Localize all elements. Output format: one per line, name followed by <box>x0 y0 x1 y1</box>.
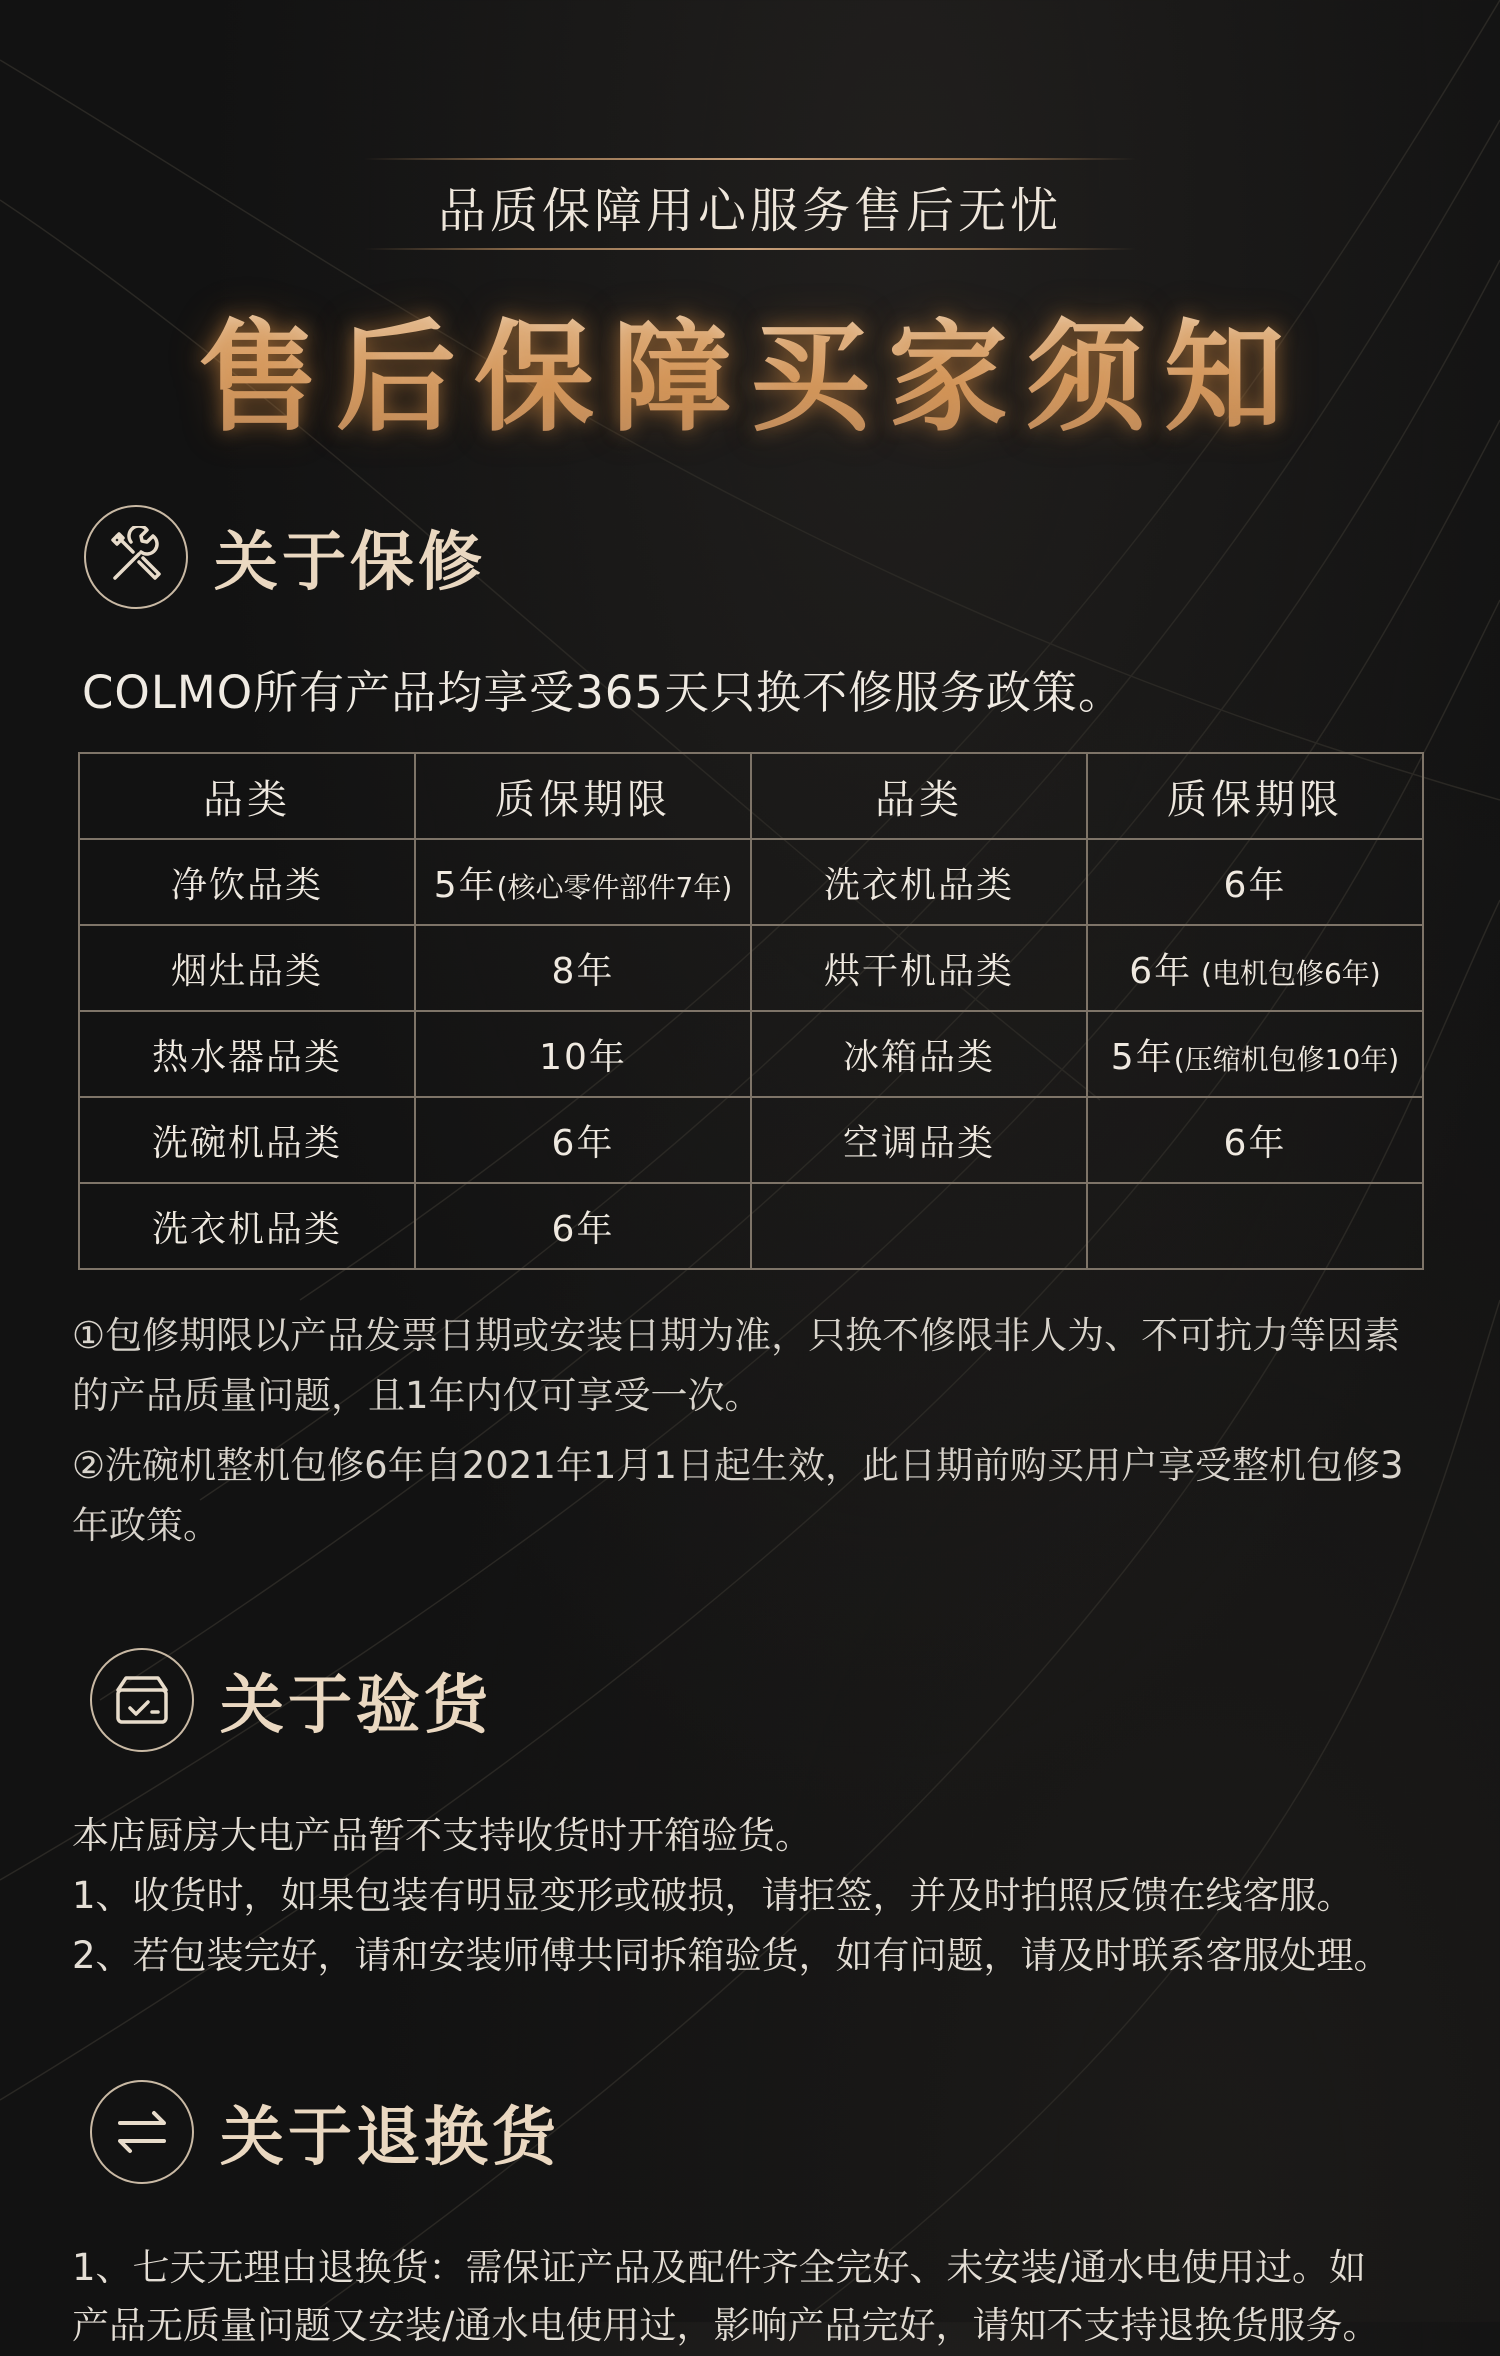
category-cell: 烟灶品类 <box>79 925 415 1011</box>
inspection-line-2: 1、收货时，如果包装有明显变形或破损，请拒签，并及时拍照反馈在线客服。 <box>72 1874 1354 1917</box>
period-note: (核心零件部件7年) <box>496 870 733 904</box>
period-value: 5年 <box>1110 1036 1174 1078</box>
period-value: 8年 <box>551 950 615 992</box>
category-cell <box>751 1183 1087 1269</box>
subtitle-banner <box>364 158 1136 250</box>
column-header: 质保期限 <box>1087 753 1423 839</box>
table-row <box>79 1011 1423 1097</box>
period-value: 6年 <box>551 1208 615 1250</box>
period-cell <box>1087 1097 1423 1183</box>
page-title: 售后保障买家须知 <box>0 282 1500 454</box>
category-cell: 热水器品类 <box>79 1011 415 1097</box>
category-cell: 洗碗机品类 <box>79 1097 415 1183</box>
period-cell <box>1087 839 1423 925</box>
period-cell <box>415 839 751 925</box>
inspection-heading: 关于验货 <box>220 1669 492 1743</box>
column-header: 质保期限 <box>415 753 751 839</box>
category-cell: 净饮品类 <box>79 839 415 925</box>
inspection-section-header <box>90 1648 492 1752</box>
category-cell: 洗衣机品类 <box>79 1183 415 1269</box>
table-row <box>79 839 1423 925</box>
period-note: (电机包修6年) <box>1192 956 1381 990</box>
tools-icon <box>84 505 188 609</box>
warranty-note-1: ①包修期限以产品发票日期或安装日期为准，只换不修限非人为、不可抗力等因素的产品质量问题，且1年内仅可享受一次。 <box>72 1314 1401 1417</box>
period-note: (压缩机包修10年) <box>1173 1042 1400 1076</box>
returns-line-2: 产品无质量问题又安装/通水电使用过，影响产品完好，请知不支持退换货服务。 <box>72 2304 1380 2347</box>
warranty-note-2: ②洗碗机整机包修6年自2021年1月1日起生效，此日期前购买用户享受整机包修3年政策。 <box>72 1444 1404 1547</box>
period-cell <box>415 1183 751 1269</box>
subtitle-top-rule <box>364 158 1136 160</box>
column-header: 品类 <box>79 753 415 839</box>
period-cell <box>415 1011 751 1097</box>
returns-heading: 关于退换货 <box>220 2101 560 2175</box>
period-value: 6年 <box>1223 1122 1287 1164</box>
period-value: 10年 <box>539 1036 627 1078</box>
period-value: 5年 <box>433 864 497 906</box>
period-value: 6年 <box>1223 864 1287 906</box>
category-cell: 冰箱品类 <box>751 1011 1087 1097</box>
warranty-section-header <box>84 505 486 609</box>
period-cell <box>1087 1183 1423 1269</box>
subtitle: 品质保障用心服务售后无忧 <box>437 183 1062 239</box>
warranty-table <box>78 752 1424 1270</box>
period-cell <box>415 925 751 1011</box>
period-value: 6年 <box>1129 950 1193 992</box>
warranty-intro: COLMO所有产品均享受365天只换不修服务政策。 <box>82 666 1125 719</box>
returns-section-header <box>90 2080 560 2184</box>
table-row <box>79 1097 1423 1183</box>
period-cell <box>1087 925 1423 1011</box>
column-header: 品类 <box>751 753 1087 839</box>
inspection-line-3: 2、若包装完好，请和安装师傅共同拆箱验货，如有问题，请及时联系客服处理。 <box>72 1934 1391 1977</box>
table-row <box>79 1183 1423 1269</box>
category-cell: 洗衣机品类 <box>751 839 1087 925</box>
exchange-arrows-icon <box>90 2080 194 2184</box>
package-check-icon <box>90 1648 194 1752</box>
category-cell: 空调品类 <box>751 1097 1087 1183</box>
inspection-line-1: 本店厨房大电产品暂不支持收货时开箱验货。 <box>72 1814 812 1857</box>
warranty-heading: 关于保修 <box>214 526 486 600</box>
subtitle-bottom-rule <box>364 248 1136 250</box>
period-value: 6年 <box>551 1122 615 1164</box>
returns-line-1: 1、七天无理由退换货：需保证产品及配件齐全完好、未安装/通水电使用过。如 <box>72 2246 1367 2289</box>
category-cell: 烘干机品类 <box>751 925 1087 1011</box>
period-cell <box>1087 1011 1423 1097</box>
table-header-row <box>79 753 1423 839</box>
table-row <box>79 925 1423 1011</box>
period-cell <box>415 1097 751 1183</box>
